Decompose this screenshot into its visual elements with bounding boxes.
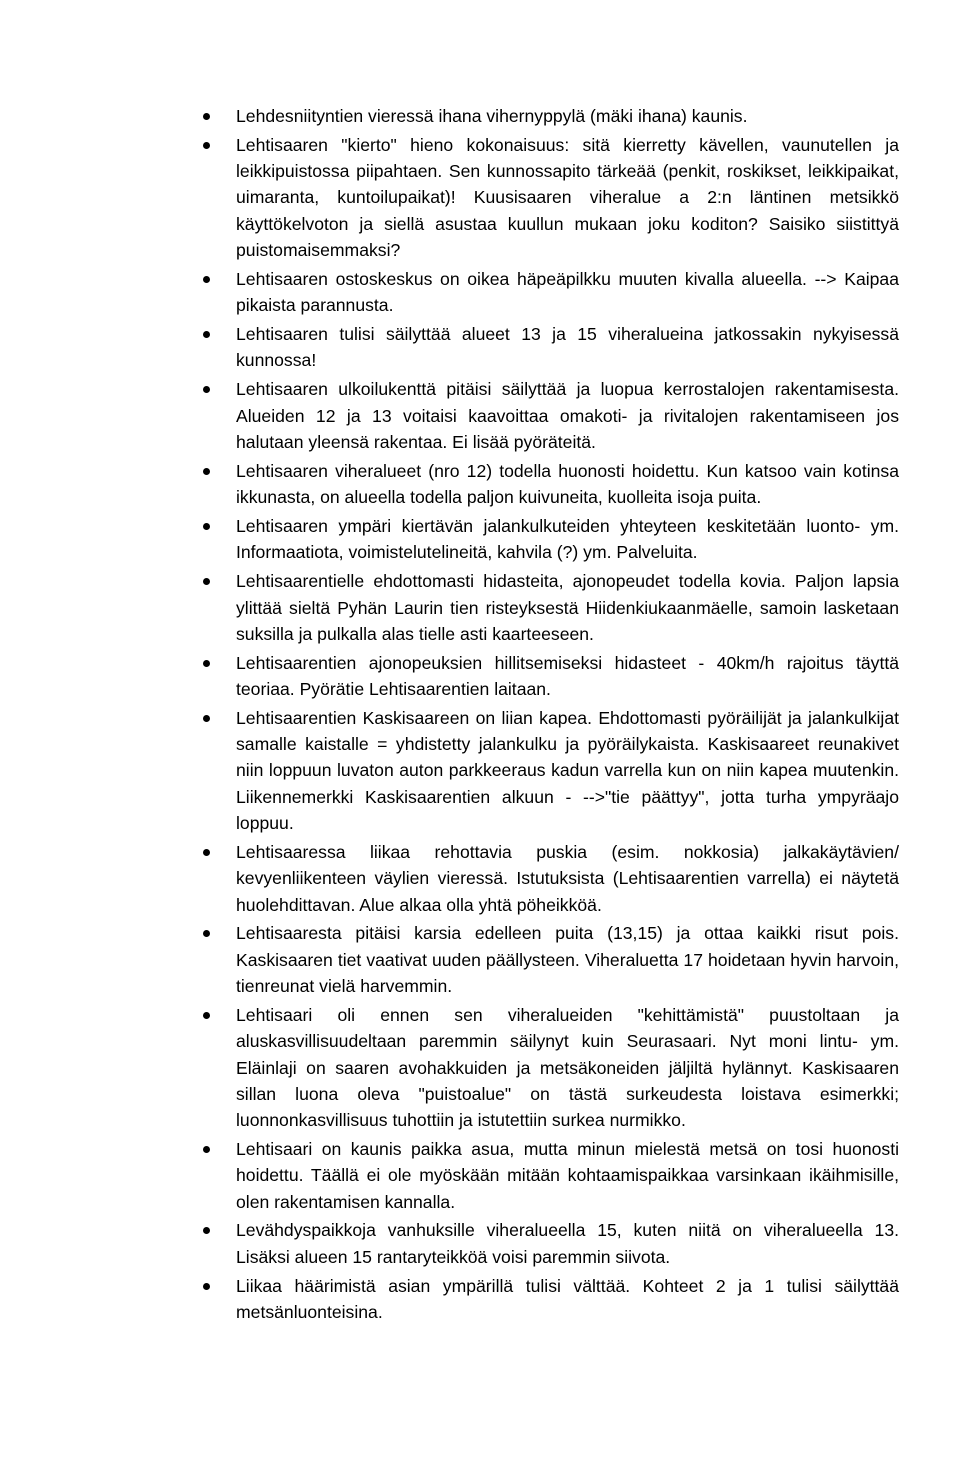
feedback-item: Lehtisaarentielle ehdottomasti hidasteita, ajonopeudet todella kovia. Paljon lapsia ylittää sieltä Pyhän Laurin tien risteyksestä Hiidenkiukaanmäelle, samoin lasketaan suksilla ja pulkalla alas tielle asti kaarteeseen. (236, 568, 899, 647)
feedback-content (236, 103, 899, 1328)
feedback-item: Levähdyspaikkoja vanhuksille viheralueella 15, kuten niitä on viheralueella 13. Lisäksi alueen 15 rantaryteikköä voisi paremmin siivota. (236, 1217, 899, 1270)
feedback-item: Lehtisaarentien ajonopeuksien hillitsemiseksi hidasteet - 40km/h rajoitus täyttä teoriaa. Pyörätie Lehtisaarentien laitaan. (236, 650, 899, 703)
feedback-item: Liikaa häärimistä asian ympärillä tulisi välttää. Kohteet 2 ja 1 tulisi säilyttää metsänluonteisina. (236, 1273, 899, 1326)
feedback-item: Lehtisaaressa liikaa rehottavia puskia (esim. nokkosia) jalkakäytävien/ kevyenliikenteen väylien vieressä. Istutuksista (Lehtisaarentien varrella) ei näytetä huolehdittavan. Alue alkaa olla yhtä pöheikköä. (236, 839, 899, 918)
header-company: Taloustutkimus (0, 0, 113, 16)
feedback-item: Lehdesniityntien vieressä ihana vihernyppylä (mäki ihana) kaunis. (236, 103, 899, 129)
header-section-title: Avoin palaute (369, 0, 472, 16)
feedback-list (236, 103, 899, 1325)
header-page-number: 7 (12) (913, 0, 958, 16)
feedback-item: Lehtisaaren ostoskeskus on oikea häpeäpilkku muuten kivalla alueella. --> Kaipaa pikaista parannusta. (236, 266, 899, 319)
feedback-item: Lehtisaari oli ennen sen viheralueiden "kehittämistä" puustoltaan ja aluskasvillisuudeltaan paremmin säilynyt kuin Seurasaari. Nyt moni lintu- ym. Eläinlaji on saaren avohakkuiden ja metsäkoneiden jäljiltä hylännyt. Kaskisaaren sillan luona oleva "puistoalue" on tästä surkeudesta loistava esimerkki; luonnonkasvillisuus tuhottiin ja istutettiin surkea nurmikko. (236, 1002, 899, 1133)
feedback-item: Lehtisaaresta pitäisi karsia edelleen puita (13,15) ja ottaa kaikki risut pois. Kaskisaaren tiet vaativat uuden päällysteen. Viheraluetta 17 hoidetaan hyvin harvoin, tienreunat vielä harvemmin. (236, 920, 899, 999)
header-project-code: T5720 (909, 35, 958, 54)
page-header (0, 0, 960, 60)
feedback-item: Lehtisaaren ympäri kiertävän jalankulkuteiden yhteyteen keskitetään luonto- ym. Informaatiota, voimistelutelineitä, kahvila (?) ym. Palveluita. (236, 513, 899, 566)
header-survey-title: Lehtisaari-Kuusisaari-Kaskisaari käyttäjäkysely 2009 (369, 35, 765, 54)
header-date: 8.1.2010 (0, 35, 67, 54)
feedback-item: Lehtisaaren tulisi säilyttää alueet 13 ja 15 viheralueina jatkossakin nykyisessä kunnossa! (236, 321, 899, 374)
feedback-item: Lehtisaari on kaunis paikka asua, mutta minun mielestä metsä on tosi huonosti hoidettu. Täällä ei ole myöskään mitään kohtaamispaikkaa varsinkaan ikäihmisille, olen rakentamisen kannalla. (236, 1136, 899, 1215)
feedback-item: Lehtisaarentien Kaskisaareen on liian kapea. Ehdottomasti pyöräilijät ja jalankulkijat samalle kaistalle = yhdistetty jalankulku ja pyöräilykaista. Kaskisaareet reunakivet niin loppuun luvaton auton parkkeeraus kadun varrella kun on niin kapea muutenkin. Liikennemerkki Kaskisaarentien alkuun - -->"tie päättyy", jotta turha ympyräajo loppuu. (236, 705, 899, 836)
feedback-item: Lehtisaaren "kierto" hieno kokonaisuus: sitä kierretty kävellen, vaunutellen ja leikkipuistossa piipahtaen. Sen kunnossapito tärkeää (penkit, roskikset, leikkipaikat, uimaranta, kuntoilupaikat)! Kuusisaaren viheralue a 2:n läntinen metsikkö käyttökelvoton ja siellä asustaa kuullun mukaan joku koditon? Saisiko siistittyä puistomaisemmaksi? (236, 132, 899, 263)
feedback-item: Lehtisaaren ulkoilukenttä pitäisi säilyttää ja luopua kerrostalojen rakentamisesta. Alueiden 12 ja 13 voitaisi kaavoittaa omakoti- ja rivitalojen rakentamiseen jos halutaan yleensä rakentaa. Ei lisää pyöräteitä. (236, 376, 899, 455)
feedback-item: Lehtisaaren viheralueet (nro 12) todella huonosti hoidettu. Kun katsoo vain kotinsa ikkunasta, on alueella todella paljon kuivuneita, kuolleita isoja puita. (236, 458, 899, 511)
header-client: Helsingin kaupunki, rakennusvirasto (369, 16, 642, 35)
